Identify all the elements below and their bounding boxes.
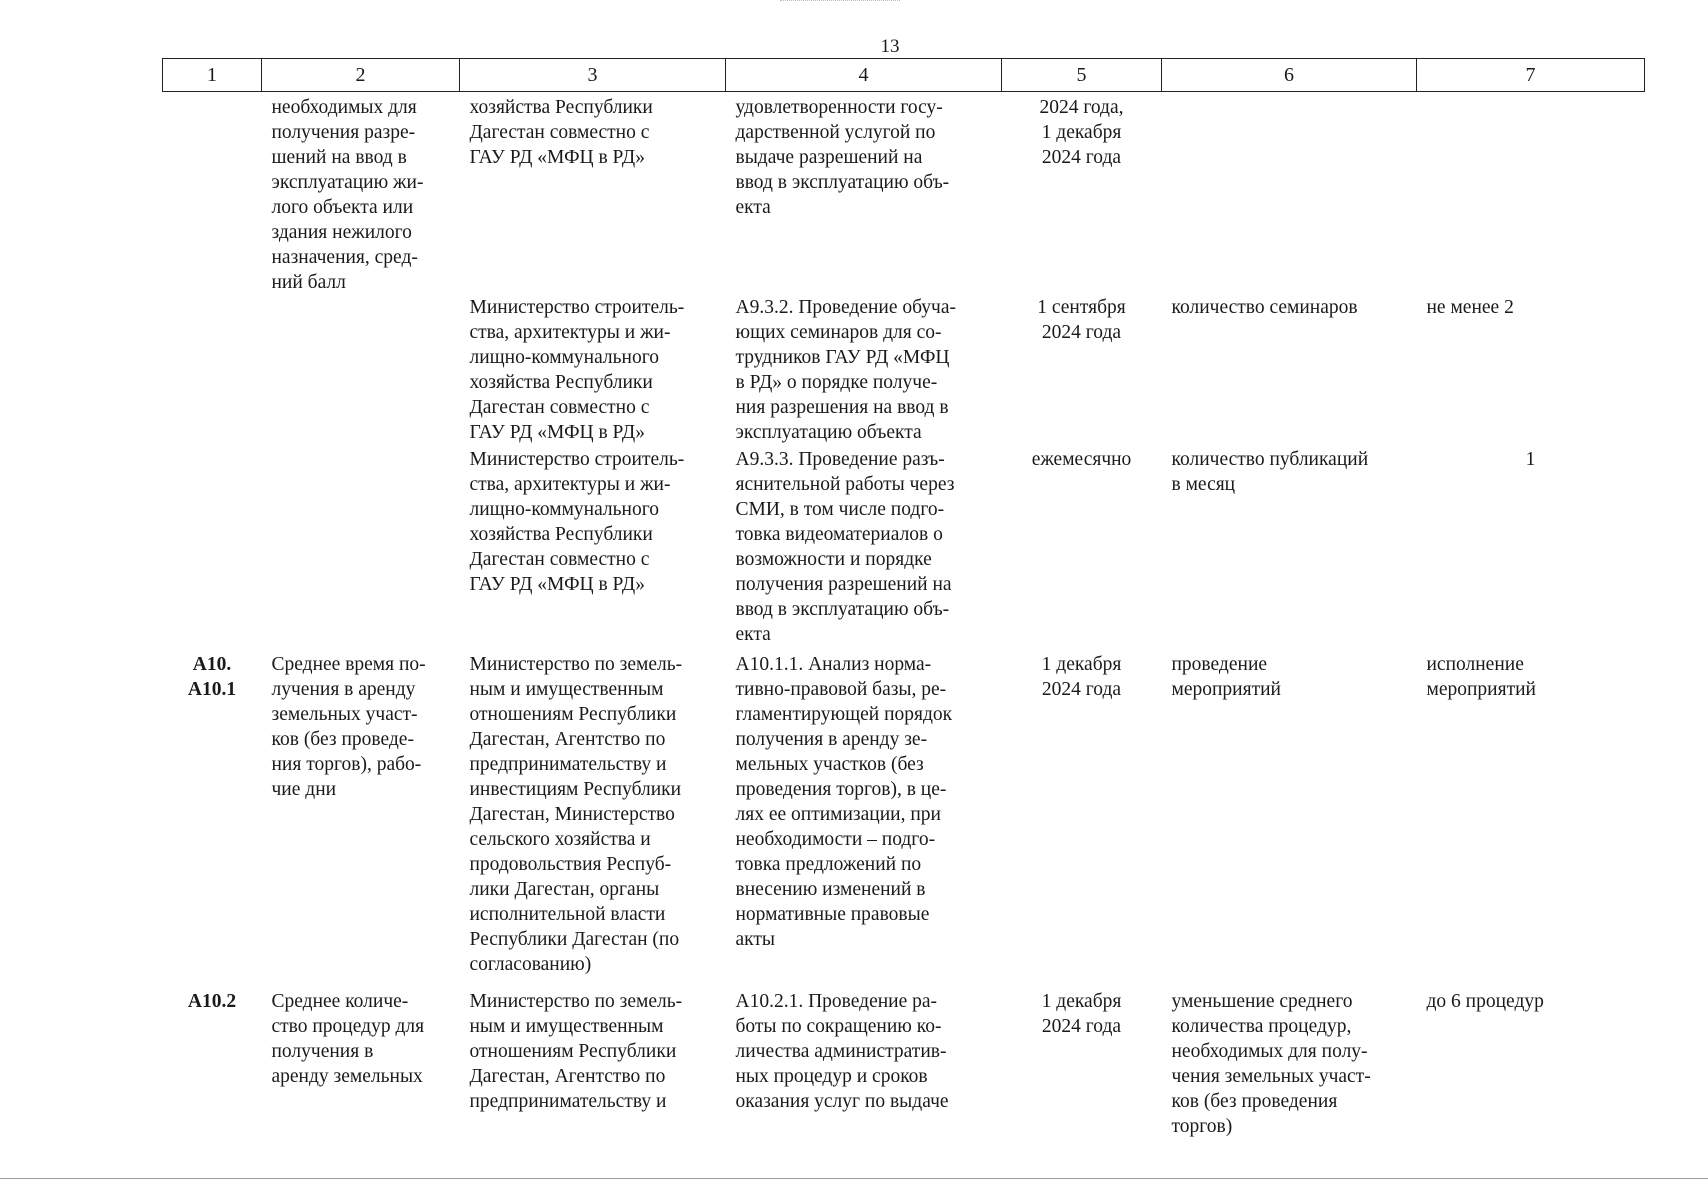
header-col-7: 7 (1417, 59, 1645, 92)
result-indicator-cell: уменьшение среднего количества процедур, необходимых для полу- чения земельных участ- ков (без проведения торгов) (1171, 991, 1371, 1137)
indicator-cell: Среднее время по- лучения в аренду земельных участ- ков (без проведе- ния торгов), рабо- чие дни (271, 654, 426, 800)
indicator-cell: необходимых для получения разре- шений на ввод в эксплуатацию жи- лого объекта или здания нежилого назначения, сред- ний балл (271, 97, 424, 293)
deadline-cell: 1 декабря 2024 года (1041, 991, 1122, 1037)
target-value-cell: не менее 2 (1426, 297, 1514, 318)
header-col-2: 2 (262, 59, 460, 92)
result-indicator-cell (1162, 92, 1417, 296)
row-number: А10.2 (187, 991, 237, 1012)
responsible-cell: Министерство по земель- ным и имущественным отношениям Республики Дагестан, Агентство по предпринимательству и инвестициям Республики Дагестан, Министерство сельского хозяйства и продовольствия Респуб- лики Дагестан, органы исполнительной власти Республики Дагестан (по согласованию) (469, 654, 683, 975)
measure-cell: А10.1.1. Анализ норма- тивно-правовой базы, ре- гламентирующей порядок получения в аренду зе- мельных участков (без проведения торгов), в це- лях ее оптимизации, при необходимости – подго- товка предложений по внесению изменений в нормативные правовые акты (735, 654, 953, 950)
row-number (163, 447, 262, 650)
row-number (163, 92, 262, 296)
page-bottom-border (0, 1178, 1708, 1179)
target-value-cell: 1 (1525, 449, 1536, 470)
target-value-cell: исполнение мероприятий (1426, 654, 1536, 700)
header-col-4: 4 (726, 59, 1002, 92)
target-value-cell (1417, 92, 1645, 296)
header-col-6: 6 (1162, 59, 1417, 92)
row-number (163, 295, 262, 447)
responsible-cell: Министерство по земель- ным и имущественным отношениям Республики Дагестан, Агентство по предпринимательству и (469, 991, 683, 1112)
row-number: А10. А10.1 (187, 654, 237, 700)
header-col-1: 1 (163, 59, 262, 92)
deadline-cell: ежемесячно (1031, 449, 1132, 470)
table-row (163, 92, 1645, 296)
measure-cell: А9.3.3. Проведение разъ- яснительной работы через СМИ, в том числе подго- товка видеоматериалов о возможности и порядке получения разрешений на ввод в эксплуатацию объ- екта (735, 449, 955, 645)
target-value-cell: до 6 процедур (1426, 991, 1544, 1012)
indicator-cell (262, 295, 460, 447)
measure-cell: удовлетворенности госу- дарственной услугой по выдаче разрешений на ввод в эксплуатацию объ- екта (735, 97, 950, 218)
responsible-cell: хозяйства Республики Дагестан совместно с ГАУ РД «МФЦ в РД» (469, 97, 653, 168)
measures-table (162, 58, 1645, 1139)
indicator-cell (262, 447, 460, 650)
deadline-cell: 2024 года, 1 декабря 2024 года (1039, 97, 1124, 168)
result-indicator-cell: проведение мероприятий (1171, 654, 1281, 700)
header-row (163, 59, 1645, 92)
measure-cell: А9.3.2. Проведение обуча- ющих семинаров для со- трудников ГАУ РД «МФЦ в РД» о порядке получе- ния разрешения на ввод в эксплуатацию объекта (735, 297, 957, 443)
scan-artifact (780, 0, 900, 7)
page-number: 13 (880, 36, 900, 57)
table-row (163, 650, 1645, 985)
result-indicator-cell: количество публикаций в месяц (1171, 449, 1369, 495)
deadline-cell: 1 декабря 2024 года (1041, 654, 1122, 700)
header-col-3: 3 (460, 59, 726, 92)
header-col-5: 5 (1002, 59, 1162, 92)
responsible-cell: Министерство строитель- ства, архитектуры и жи- лищно-коммунального хозяйства Республики Дагестан совместно с ГАУ РД «МФЦ в РД» (469, 297, 685, 443)
responsible-cell: Министерство строитель- ства, архитектуры и жи- лищно-коммунального хозяйства Республики Дагестан совместно с ГАУ РД «МФЦ в РД» (469, 449, 685, 595)
table-row (163, 985, 1645, 1139)
deadline-cell: 1 сентября 2024 года (1037, 297, 1126, 343)
table-row (163, 295, 1645, 447)
table-row (163, 447, 1645, 650)
measure-cell: А10.2.1. Проведение ра- боты по сокращению ко- личества административ- ных процедур и сроков оказания услуг по выдаче (735, 991, 949, 1112)
indicator-cell: Среднее количе- ство процедур для получения в аренду земельных (271, 991, 425, 1087)
result-indicator-cell: количество семинаров (1171, 297, 1358, 318)
